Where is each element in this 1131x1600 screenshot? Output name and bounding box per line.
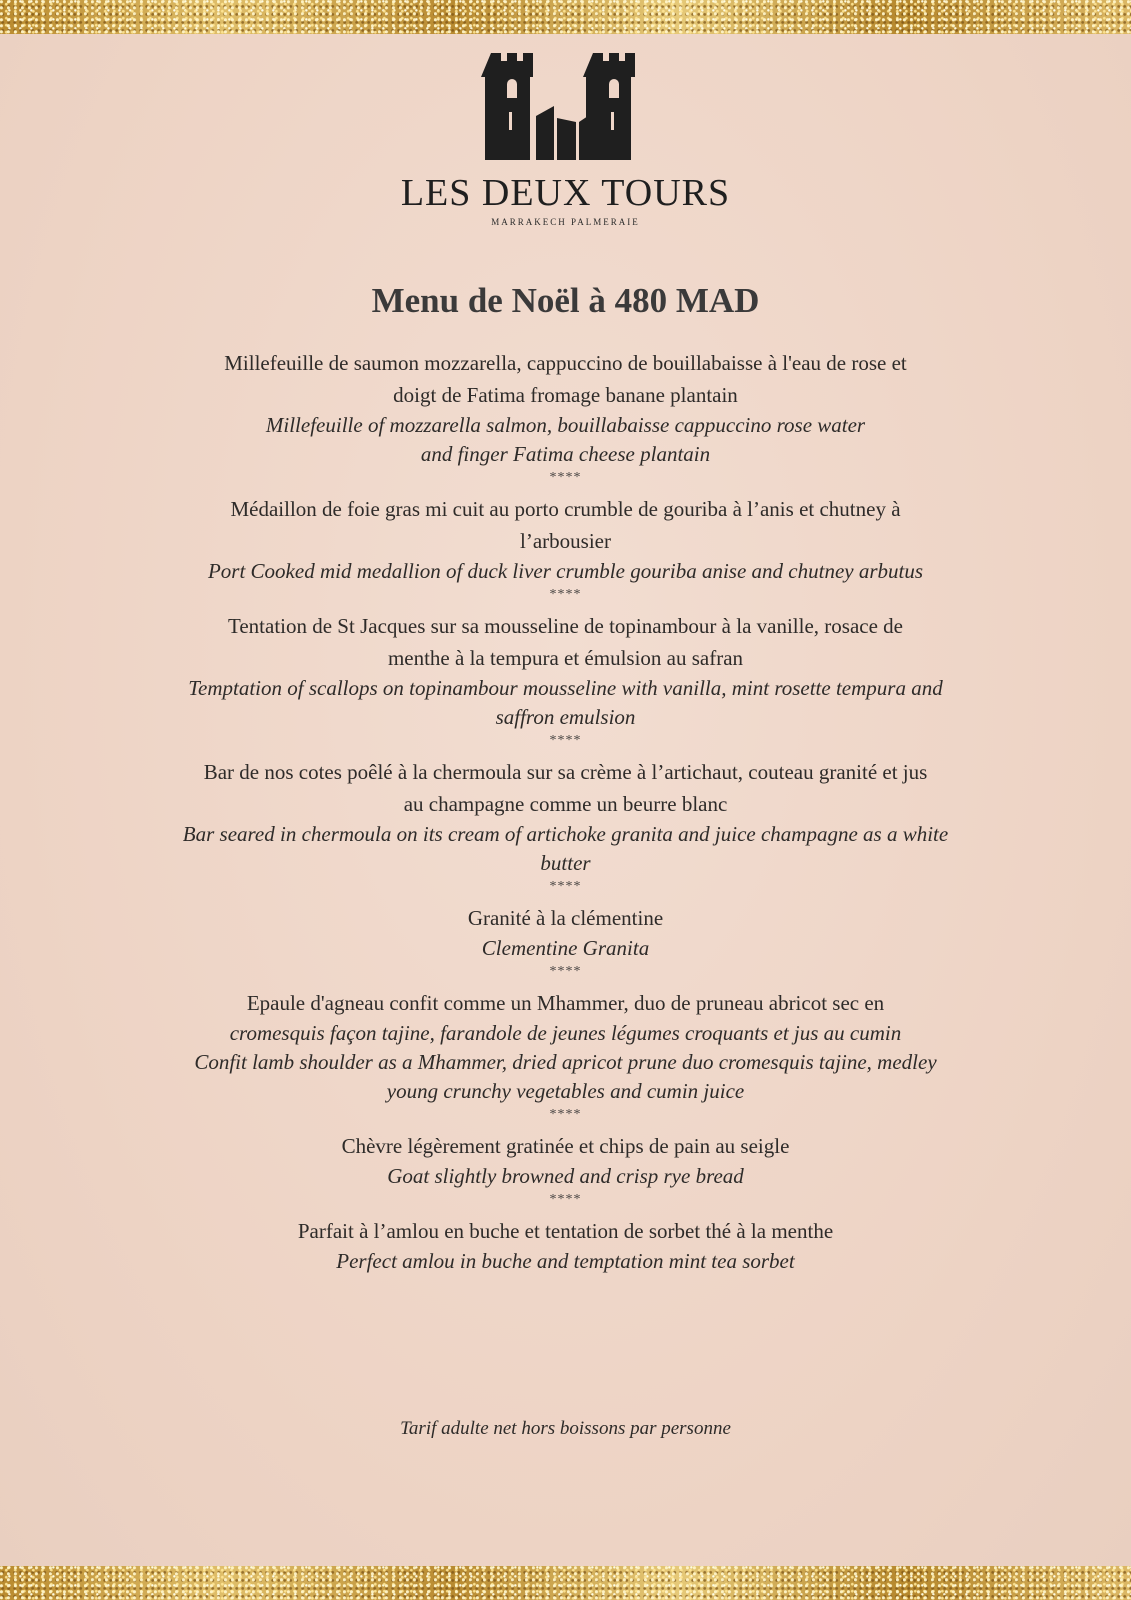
course-french-line: au champagne comme un beurre blanc xyxy=(403,792,728,816)
course-french-line: Parfait à l’amlou en buche et tentation de sorbet thé à la menthe xyxy=(297,1219,834,1243)
course-english-line: butter xyxy=(540,851,591,875)
brand-location: MARRAKECH PALMERAIE xyxy=(491,217,640,227)
course-separator: **** xyxy=(549,1107,582,1122)
course-english-line: Confit lamb shoulder as a Mhammer, dried apricot prune duo cromesquis tajine, medley xyxy=(194,1050,937,1074)
menu-title: Menu de Noël à 480 MAD xyxy=(371,281,760,320)
course-english-line: cromesquis façon tajine, farandole de jeunes légumes croquants et jus au cumin xyxy=(229,1021,902,1045)
course-item xyxy=(125,756,1006,896)
course-item xyxy=(125,1130,1006,1209)
course-english-line: Millefeuille of mozzarella salmon, bouillabaisse cappuccino rose water xyxy=(265,413,866,437)
course-item xyxy=(125,987,1006,1124)
course-english-line: Goat slightly browned and crisp rye bread xyxy=(387,1164,744,1188)
course-french-line: Epaule d'agneau confit comme un Mhammer, duo de pruneau abricot sec en xyxy=(246,991,885,1015)
course-english-line: Clementine Granita xyxy=(481,936,650,960)
course-french-line: Médaillon de foie gras mi cuit au porto crumble de gouriba à l’anis et chutney à xyxy=(230,497,901,521)
two-towers-logo-icon xyxy=(481,48,651,163)
course-french-line: Tentation de St Jacques sur sa mousseline de topinambour à la vanille, rosace de xyxy=(227,614,903,638)
course-separator: **** xyxy=(549,879,582,894)
course-item xyxy=(125,347,1006,487)
gold-glitter-border-bottom xyxy=(0,1566,1131,1600)
course-english-line: Temptation of scallops on topinambour mousseline with vanilla, mint rosette tempura and xyxy=(188,676,943,700)
course-french-line: Bar de nos cotes poêlé à la chermoula sur sa crème à l’artichaut, couteau granité et jus xyxy=(203,760,928,784)
brand-name: LES DEUX TOURS xyxy=(400,172,731,214)
course-item xyxy=(125,493,1006,604)
course-french-line: l’arbousier xyxy=(520,529,611,553)
course-english-line: young crunchy vegetables and cumin juice xyxy=(386,1079,745,1103)
course-english-line: and finger Fatima cheese plantain xyxy=(420,442,711,466)
course-french-line: Chèvre légèrement gratinée et chips de pain au seigle xyxy=(341,1134,790,1158)
course-english-line: saffron emulsion xyxy=(495,705,636,729)
gold-glitter-border-top xyxy=(0,0,1131,34)
course-separator: **** xyxy=(549,587,582,602)
course-item xyxy=(125,902,1006,981)
brand-logo xyxy=(0,48,1131,227)
course-separator: **** xyxy=(549,470,582,485)
course-separator: **** xyxy=(549,964,582,979)
course-english-line: Port Cooked mid medallion of duck liver crumble gouriba anise and chutney arbutus xyxy=(207,559,924,583)
price-note: Tarif adulte net hors boissons par personne xyxy=(400,1418,731,1439)
course-item xyxy=(125,1215,1006,1276)
course-separator: **** xyxy=(549,1192,582,1207)
course-french-line: Millefeuille de saumon mozzarella, cappuccino de bouillabaisse à l'eau de rose et xyxy=(224,351,907,375)
course-french-line: doigt de Fatima fromage banane plantain xyxy=(393,383,738,407)
course-item xyxy=(125,610,1006,750)
course-list xyxy=(125,347,1006,1276)
course-english-line: Bar seared in chermoula on its cream of artichoke granita and juice champagne as a white xyxy=(182,822,949,846)
course-separator: **** xyxy=(549,733,582,748)
course-english-line: Perfect amlou in buche and temptation mint tea sorbet xyxy=(336,1249,795,1273)
course-french-line: Granité à la clémentine xyxy=(467,906,664,930)
course-french-line: menthe à la tempura et émulsion au safran xyxy=(387,646,744,670)
